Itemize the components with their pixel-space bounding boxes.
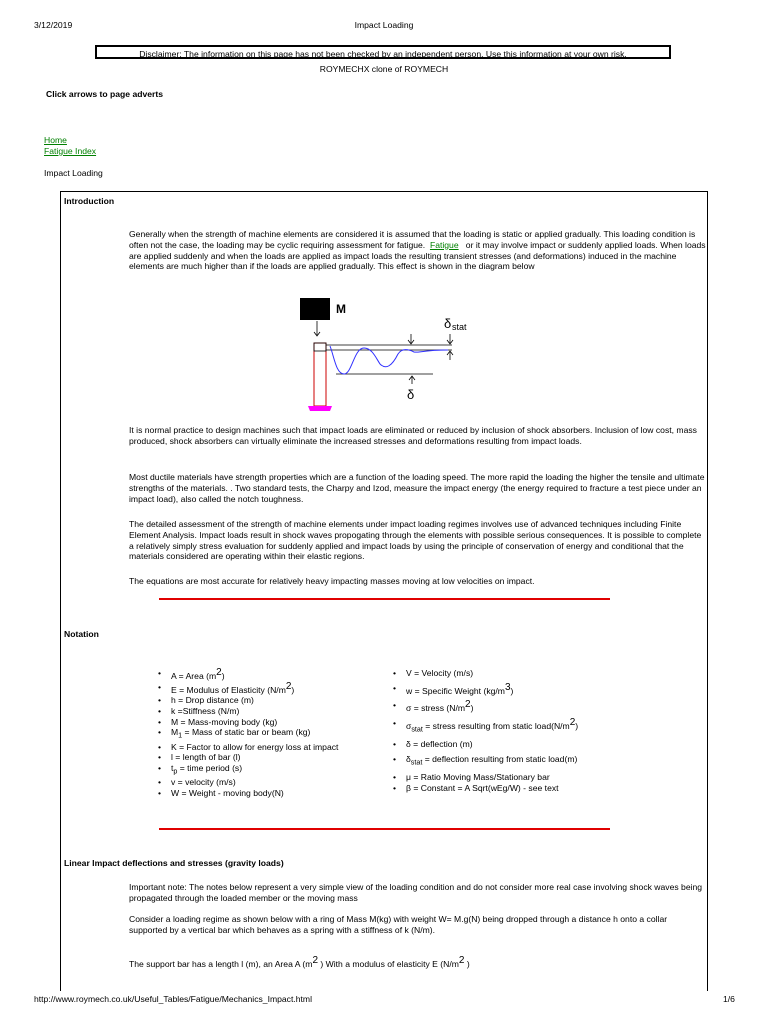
notation-item: • $\sigma_{stat}$ = stress resulting from static $load(N/m^2)$ — [393, 718, 578, 735]
notation-item: • δ = deflection (m) — [393, 739, 578, 750]
notation-item: • l = length of bar (l) — [158, 752, 338, 763]
fatigue-inline-link[interactable]: Fatigue — [429, 239, 459, 250]
linear-paragraph-3: The support bar has a length l (m), an Area A ($m^2$ ) With a modulus of elasticity E ($N/m^2$ ) — [129, 955, 470, 969]
notation-list-right — [393, 668, 578, 794]
footer-page: 1/6 — [723, 994, 735, 1004]
notation-item: • W = Weight - moving body(N) — [158, 788, 338, 799]
notation-item: • w = Specific Weight $(kg/m^3)$ — [393, 683, 578, 697]
fatigue-index-link[interactable]: Fatigue Index — [44, 146, 97, 156]
intro-paragraph-3: Most ductile materials have strength properties which are a function of the loading speed. The more rapid the loading the higher the tensile and ultimate strengths of the materials. . Two standard tests, the Charpy and Izod, measure the impact energy (the energy required to fracture a test piece under an impact load), also called the notch toughness. — [129, 472, 705, 504]
footer-url: http://www.roymech.co.uk/Useful_Tables/Fatigue/Mechanics_Impact.html — [34, 994, 312, 1004]
notation-item: • β = Constant = A Sqrt(wEg/W) - see text — [393, 783, 578, 794]
adverts-note: Click arrows to page adverts — [46, 89, 164, 99]
intro-paragraph-2: It is normal practice to design machines such that impact loads are eliminated or reduced by inclusion of shock absorbers. Inclusion of low cost, mass produced, shock absorbers can virtually eliminate the increased stresses and deformations resulting from impact loads. — [129, 425, 697, 446]
intro-title: Introduction — [64, 196, 115, 206]
support-bar — [314, 343, 326, 406]
notation-item: • V = Velocity (m/s) — [393, 668, 578, 679]
notation-title: Notation — [64, 629, 99, 639]
linear-paragraph-2: Consider a loading regime as shown below with a ring of Mass M(kg) with weight W= M.g(N) being dropped through a distance h onto a collar supported by a vertical bar which behaves as a spring with a stiffness of k (N/m). — [129, 914, 668, 935]
notation-item: • $M_1$ = Mass of static bar or beam (kg) — [158, 727, 338, 741]
notation-item: • K = Factor to allow for energy loss at impact — [158, 742, 338, 753]
notation-item: • M = Mass-moving body (kg) — [158, 717, 338, 728]
notation-item: • μ = Ratio Moving Mass/Stationary bar — [393, 772, 578, 783]
intro-paragraph-4: The detailed assessment of the strength of machine elements under impact loading regimes involves use of advanced techniques including Finite Element Analysis. Impact loads result in shock waves propogating through the elements with possible serious consequences. It is possible to complete a relatively simply stress evaluation for suddenly applied and impact loads by using the principle of conservation of energy and conditional that the materials considered are operating within their elastic regions. — [129, 519, 702, 562]
linear-paragraph-1: Important note: The notes below represent a very simple view of the loading condition and do not consider more real case involving shock waves being propagated through the loaded member or the moving mass — [129, 882, 703, 903]
notation-item: • h = Drop distance (m) — [158, 695, 338, 706]
collar — [314, 343, 326, 351]
notation-list-left — [158, 668, 338, 799]
notation-item: • v = velocity (m/s) — [158, 777, 338, 788]
mass-label: M — [336, 302, 346, 316]
intro-paragraph-1: Generally when the strength of machine elements are considered it is assumed that the loading is static or applied gradually. This loading condition is often not the case, the loading may be cyclic requiring assessment for fatigue. Fatigue or it may involve impact or suddenly applied loads. When loads are applied suddenly and when the loads are applied as impact loads the resulting transient stresses (and deformations) induced in the machine elements are much higher than if the loads are applied gradually. This effect is shown in the diagram below — [129, 229, 706, 272]
clone-line: ROYMECHX clone of ROYMECH — [319, 64, 449, 74]
notation-item: • $\delta_{stat}$ = deflection resulting from static load(m) — [393, 754, 578, 768]
divider — [159, 598, 610, 600]
divider — [159, 828, 610, 830]
print-title: Impact Loading — [354, 20, 414, 30]
notation-item: • σ = stress $(N/m^2)$ — [393, 700, 578, 714]
delta-label: δ — [407, 387, 415, 402]
delta-stat-sub: stat — [452, 322, 467, 332]
notation-item: • A = Area $(m^2)$ — [158, 668, 338, 682]
notation-item: • $t_p$ = time period (s) — [158, 763, 338, 777]
support-base — [308, 406, 332, 411]
mass-block — [300, 298, 330, 320]
impact-diagram — [298, 296, 473, 416]
print-date: 3/12/2019 — [34, 20, 73, 30]
delta-stat-symbol: δ — [444, 316, 452, 331]
linear-title: Linear Impact deflections and stresses (gravity loads) — [64, 858, 284, 868]
intro-paragraph-5: The equations are most accurate for relatively heavy impacting masses moving at low velocities on impact. — [129, 576, 535, 586]
notation-item: • E = Modulus of Elasticity $(N/m^2)$ — [158, 682, 338, 696]
page-heading: Impact Loading — [44, 168, 103, 178]
notation-item: • k =Stiffness (N/m) — [158, 706, 338, 717]
home-link[interactable]: Home — [44, 135, 67, 145]
disclaimer-box: Disclaimer: The information on this page has not been checked by an independent person. Use this information at your own risk. — [95, 45, 671, 59]
